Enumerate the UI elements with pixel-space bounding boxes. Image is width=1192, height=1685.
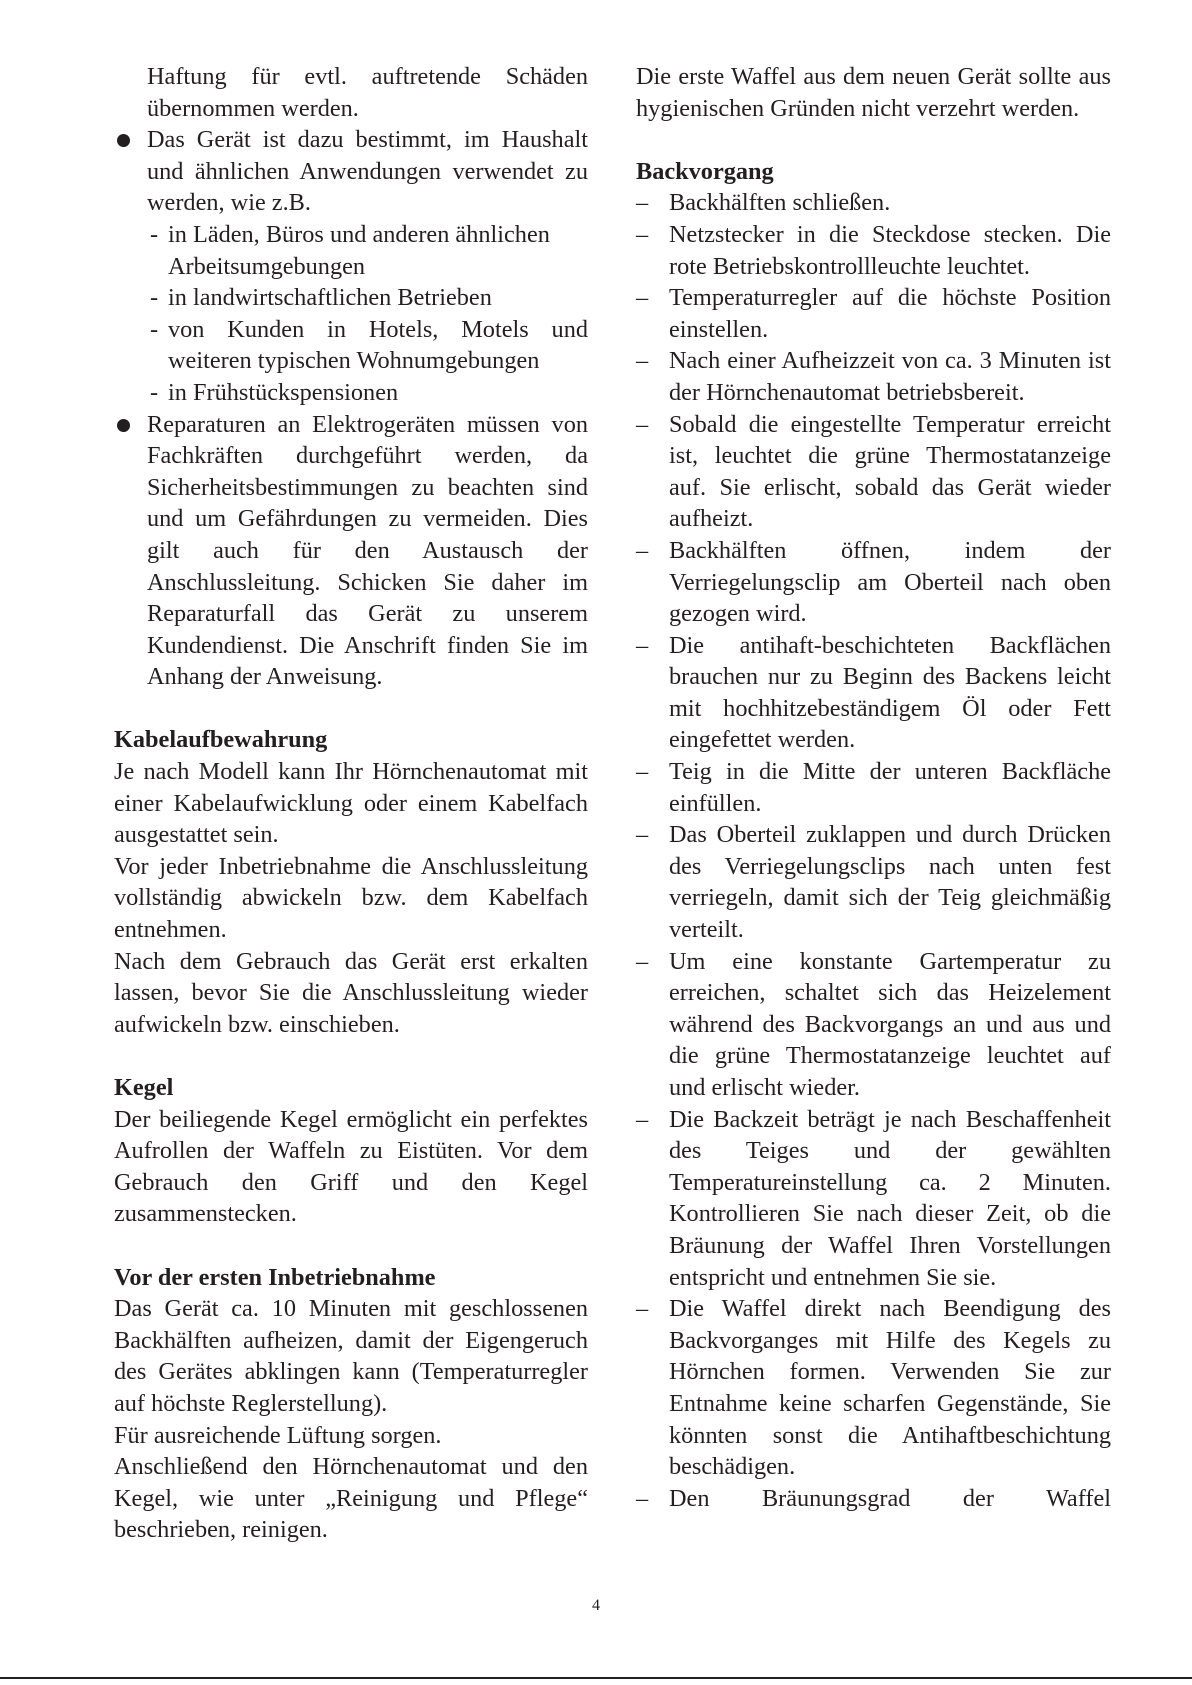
- step-item: – Teig in die Mitte der unteren Backfläche einfüllen.: [636, 756, 1111, 819]
- sub-item: - in Frühstückspensionen: [114, 377, 588, 409]
- bottom-rule: [0, 1677, 1192, 1679]
- step-item: – Backhälften schließen.: [636, 187, 1111, 219]
- sub-item: - in Läden, Büros und anderen ähnlichen Arbeitsumgebungen: [114, 219, 588, 282]
- step-item: – Die Waffel direkt nach Beendigung des Backvorganges mit Hilfe des Kegels zu Hörnchen formen. Verwenden Sie zur Entnahme keine scharfen Gegenstände, Sie könnten sonst die Antihaftbeschichtung beschädigen.: [636, 1293, 1111, 1483]
- sub-item: - von Kunden in Hotels, Motels und weiteren typischen Wohnumgebungen: [114, 314, 588, 377]
- paragraph: Vor jeder Inbetriebnahme die Anschlussleitung vollständig abwickeln bzw. dem Kabelfach entnehmen.: [114, 852, 588, 944]
- page-number: 4: [592, 1597, 600, 1614]
- paragraph: Je nach Modell kann Ihr Hörnchenautomat mit einer Kabelaufwicklung oder einem Kabelfach ausgestattet sein.: [114, 758, 588, 849]
- step-item: – Temperaturregler auf die höchste Position einstellen.: [636, 282, 1111, 345]
- paragraph: Anschließend den Hörnchenautomat und den Kegel, wie unter „Reinigung und Pflege“ beschrieben, reinigen.: [114, 1453, 588, 1544]
- section-heading-backvorgang: Backvorgang: [636, 157, 774, 185]
- paragraph: Nach dem Gebrauch das Gerät erst erkalten lassen, bevor Sie die Anschlussleitung wieder aufwickeln bzw. einschieben.: [114, 947, 588, 1038]
- paragraph-first-waffle: Die erste Waffel aus dem neuen Gerät sollte aus hygienischen Gründen nicht verzehrt werden.: [636, 63, 1111, 122]
- right-column: [636, 61, 1111, 1514]
- step-item: – Um eine konstante Gartemperatur zu erreichen, schaltet sich das Heizelement während des Backvorgangs an und aus und die grüne Thermostatanzeige leuchtet auf und erlischt wieder.: [636, 946, 1111, 1104]
- bullet-household-use: Das Gerät ist dazu bestimmt, im Haushalt und ähnlichen Anwendungen verwendet zu werden, wie z.B.: [114, 124, 588, 219]
- step-item: – Nach einer Aufheizzeit von ca. 3 Minuten ist der Hörnchenautomat betriebsbereit.: [636, 345, 1111, 408]
- paragraph: Für ausreichende Lüftung sorgen.: [114, 1421, 442, 1449]
- step-item: – Die antihaft-beschichteten Backflächen brauchen nur zu Beginn des Backens leicht mit hochhitzebeständigem Öl oder Fett eingefettet werden.: [636, 630, 1111, 756]
- step-item: – Den Bräunungsgrad der Waffel: [636, 1483, 1111, 1515]
- step-item: – Die Backzeit beträgt je nach Beschaffenheit des Teiges und der gewählten Temperatureinstellung ca. 2 Minuten. Kontrollieren Sie nach dieser Zeit, ob die Bräunung der Waffel Ihren Vorstellungen entspricht und entnehmen Sie sie.: [636, 1104, 1111, 1294]
- paragraph: Der beiliegende Kegel ermöglicht ein perfektes Aufrollen der Waffeln zu Eistüten. Vor dem Gebrauch den Griff und den Kegel zusammenstecken.: [114, 1105, 588, 1228]
- left-column: [114, 61, 588, 1546]
- bullet-repairs: Reparaturen an Elektrogeräten müssen von Fachkräften durchgeführt werden, da Sicherheitsbestimmungen zu beachten sind und um Gefährdungen zu vermeiden. Dies gilt auch für den Austausch der Anschlussleitung. Schicken Sie daher im Reparaturfall das Gerät zu unserem Kundendienst. Die Anschrift finden Sie im Anhang der Anweisung.: [114, 409, 588, 693]
- section-heading-kabelaufbewahrung: Kabelaufbewahrung: [114, 726, 328, 754]
- paragraph: Das Gerät ca. 10 Minuten mit geschlossenen Backhälften aufheizen, damit der Eigengeruch des Gerätes abklingen kann (Temperaturregler auf höchste Reglerstellung).: [114, 1295, 588, 1417]
- section-heading-kegel: Kegel: [114, 1074, 174, 1101]
- section-heading-erste-inbetriebnahme: Vor der ersten Inbetriebnahme: [114, 1263, 436, 1291]
- step-item: – Backhälften öffnen, indem der Verriegelungsclip am Oberteil nach oben gezogen wird.: [636, 535, 1111, 630]
- sub-item: - in landwirtschaftlichen Betrieben: [114, 282, 588, 314]
- step-item: – Das Oberteil zuklappen und durch Drücken des Verriegelungsclips nach unten fest verriegeln, damit sich der Teig gleichmäßig verteilt.: [636, 819, 1111, 945]
- step-item: – Netzstecker in die Steckdose stecken. Die rote Betriebskontrollleuchte leuchtet.: [636, 219, 1111, 282]
- safety-text-continuation: Haftung für evtl. auftretende Schäden übernommen werden.: [147, 63, 588, 122]
- step-item: – Sobald die eingestellte Temperatur erreicht ist, leuchtet die grüne Thermostatanzeige auf. Sie erlischt, sobald das Gerät wieder aufheizt.: [636, 409, 1111, 535]
